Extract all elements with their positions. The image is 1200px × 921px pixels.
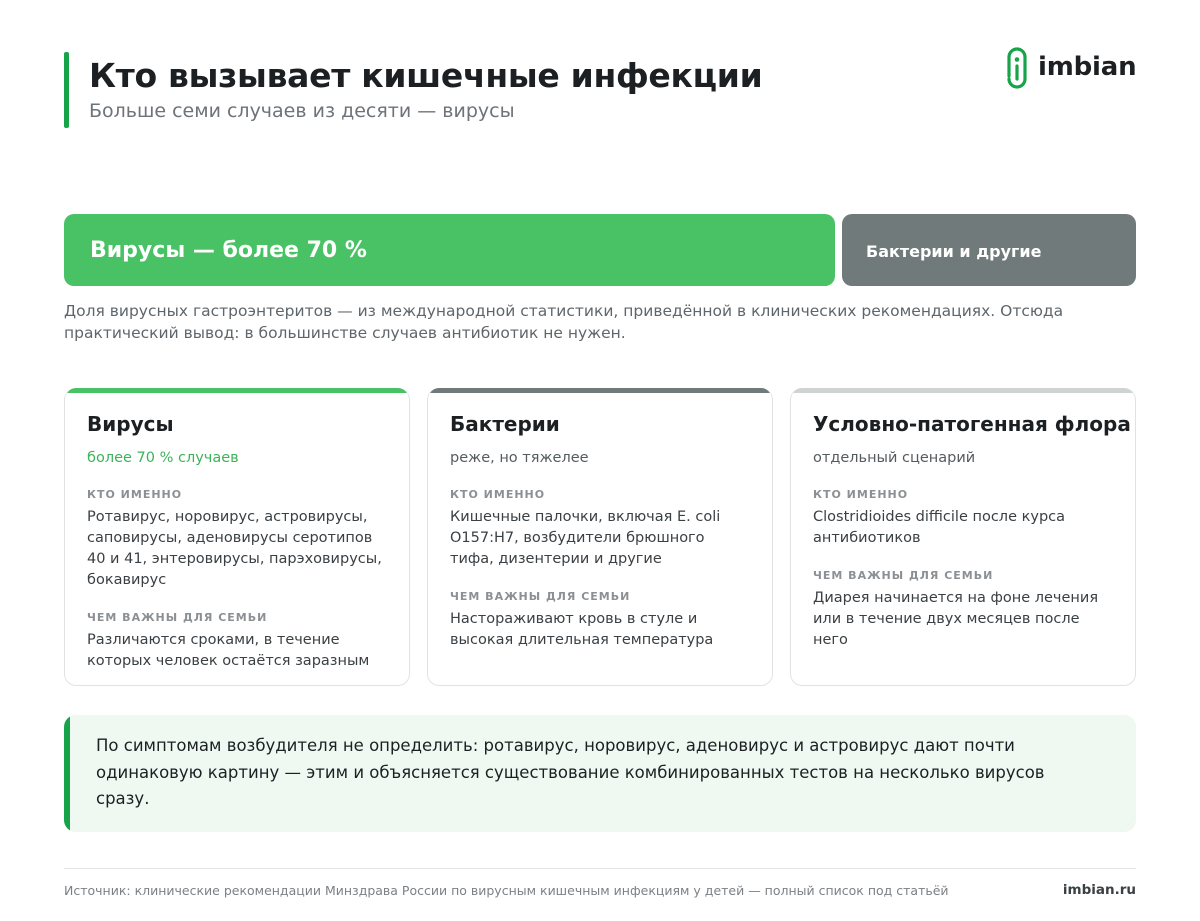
footer-site-link[interactable]: imbian.ru bbox=[1062, 882, 1136, 898]
why-label: ЧЕМ ВАЖНЫ ДЛЯ СЕМЬИ bbox=[87, 611, 268, 624]
card-title: Вирусы bbox=[87, 412, 174, 436]
why-text: Настораживают кровь в стуле и высокая длительная температура bbox=[450, 611, 714, 648]
paperclip-i-icon bbox=[1004, 46, 1030, 90]
statistics-note: Доля вирусных гастроэнтеритов — из международной статистики, приведённой в клинических рекомендациях. Отсюда практический вывод: в большинстве случаев антибиотик не нужен. bbox=[64, 302, 1064, 342]
card-accent bbox=[65, 388, 409, 393]
page-subtitle: Больше семи случаев из десяти — вирусы bbox=[89, 100, 515, 122]
who-text: Clostridioides difficile после курса антибиотиков bbox=[813, 509, 1066, 546]
footer-divider bbox=[64, 868, 1136, 869]
why-label: ЧЕМ ВАЖНЫ ДЛЯ СЕМЬИ bbox=[813, 569, 994, 582]
who-label: КТО ИМЕННО bbox=[813, 488, 909, 501]
virus-share-segment bbox=[64, 214, 835, 286]
header bbox=[64, 52, 1136, 128]
card-tag: отдельный сценарий bbox=[813, 450, 976, 466]
virus-share-label: Вирусы — более 70 % bbox=[90, 238, 367, 263]
other-share-segment bbox=[842, 214, 1136, 286]
who-text: Ротавирус, норовирус, астровирусы, саповирусы, аденовирусы серотипов 40 и 41, энтеровирусы, парэховирусы, бокавирус bbox=[87, 509, 382, 588]
card-body bbox=[450, 488, 752, 651]
who-label: КТО ИМЕННО bbox=[450, 488, 546, 501]
other-share-label: Бактерии и другие bbox=[866, 242, 1042, 261]
card-tag: более 70 % случаев bbox=[87, 450, 239, 466]
card-opportunistic-flora bbox=[790, 388, 1136, 686]
card-bacteria bbox=[427, 388, 773, 686]
who-label: КТО ИМЕННО bbox=[87, 488, 183, 501]
why-text: Различаются сроками, в течение которых человек остаётся заразным bbox=[87, 632, 370, 669]
why-label: ЧЕМ ВАЖНЫ ДЛЯ СЕМЬИ bbox=[450, 590, 631, 603]
card-body bbox=[813, 488, 1115, 651]
callout-text: По симптомам возбудителя не определить: ротавирус, норовирус, аденовирус и астровирус дают почти одинаковую картину — этим и объясняется существование комбинированных тестов на несколько вирусов сразу. bbox=[96, 736, 1045, 808]
page-title: Кто вызывает кишечные инфекции bbox=[89, 56, 763, 95]
card-viruses bbox=[64, 388, 410, 686]
card-accent bbox=[428, 388, 772, 393]
who-text: Кишечные палочки, включая E. coli O157:H7, возбудители брюшного тифа, дизентерии и другие bbox=[450, 509, 721, 567]
brand-name: imbian bbox=[1038, 52, 1137, 82]
card-body bbox=[87, 488, 389, 672]
symptom-callout bbox=[64, 715, 1136, 832]
card-accent bbox=[791, 388, 1135, 393]
card-tag: реже, но тяжелее bbox=[450, 450, 589, 466]
card-title: Бактерии bbox=[450, 412, 560, 436]
why-text: Диарея начинается на фоне лечения или в течение двух месяцев после него bbox=[813, 590, 1099, 648]
callout-accent-bar bbox=[64, 715, 70, 832]
share-split-bar bbox=[64, 214, 1136, 286]
brand-logo bbox=[1004, 46, 1138, 90]
card-title: Условно-патогенная флора bbox=[813, 412, 1131, 436]
footer-source: Источник: клинические рекомендации Минздрава России по вирусным кишечным инфекциям у детей — полный список под статьёй bbox=[64, 883, 949, 898]
header-accent-bar bbox=[64, 52, 69, 128]
